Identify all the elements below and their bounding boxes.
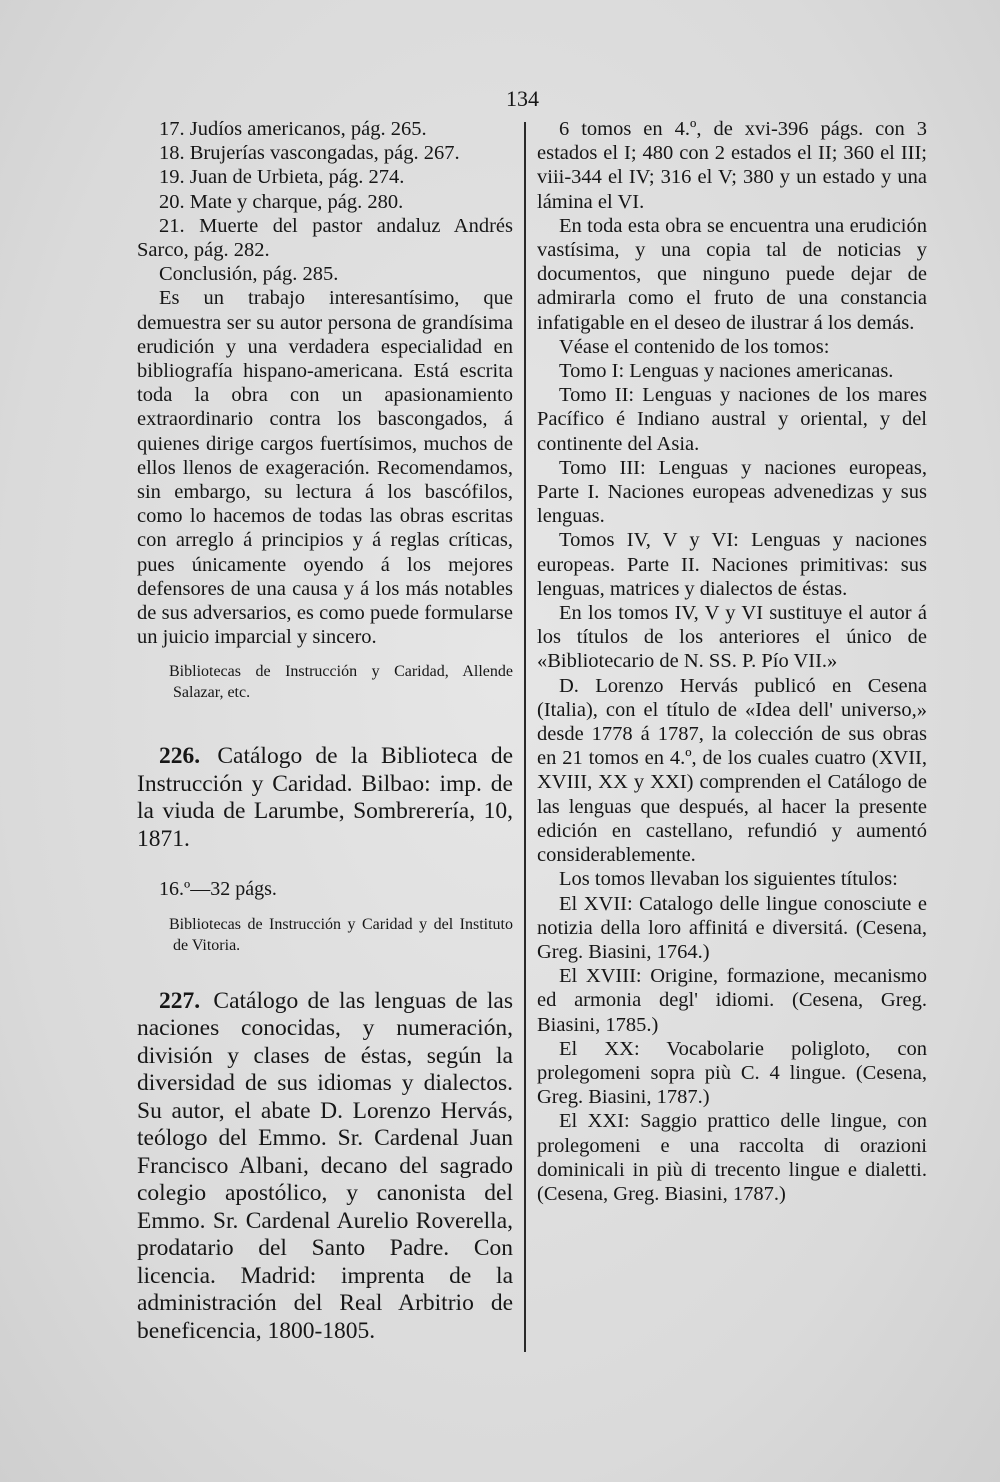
toc-item: Conclusión, pág. 285.: [159, 263, 339, 286]
entry-pages: 16.º—32 págs.: [159, 878, 277, 901]
toc-item: 21. Muerte del pastor andaluz Andrés Sarco, pág. 282.: [137, 214, 513, 262]
library-location: Bibliotecas de Instrucción y Caridad y del Instituto de Vitoria.: [169, 915, 513, 954]
paragraph: Tomos IV, V y VI: Lenguas y naciones europeas. Parte II. Naciones primitivas: sus lenguas, matrices y dialectos de éstas.: [537, 529, 927, 600]
paragraph: El XVII: Catalogo delle lingue conosciute e notizia della loro affinitá e diversitá. (Cesena, Greg. Biasini, 1764.): [537, 892, 927, 963]
paragraph: Véase el contenido de los tomos:: [559, 335, 830, 358]
paragraph: En los tomos IV, V y VI sustituye el autor á los títulos de los anteriores el único de «Bibliotecario de N. SS. P. Pío VII.»: [537, 602, 927, 673]
right-column: [537, 117, 927, 1206]
left-column: [137, 117, 513, 1345]
paragraph: Los tomos llevaban los siguientes títulos:: [559, 868, 898, 891]
toc-item: 20. Mate y charque, pág. 280.: [159, 190, 404, 213]
catalog-entry-226: [137, 743, 513, 853]
entry-number: 227.: [159, 987, 201, 1014]
paragraph: En toda esta obra se encuentra una erudición vastísima, y una copia tal de noticias y documentos, que ninguno puede dejar de admirarla como el fruto de una constancia infatigable en el deseo de ilustrar á los demás.: [537, 214, 927, 334]
column-divider: [524, 122, 526, 1352]
paragraph: El XVIII: Origine, formazione, mecanismo ed armonia degl' idiomi. (Cesena, Greg. Biasini, 1785.): [537, 965, 927, 1036]
paragraph: El XXI: Saggio prattico delle lingue, con prolegomeni e una raccolta di orazioni dominicali in più di trecento lingue e dialetti. (Cesena, Greg. Biasini, 1787.): [537, 1110, 927, 1205]
paragraph: Tomo II: Lenguas y naciones de los mares Pacífico é Indiano austral y oriental, y del continente del Asia.: [537, 384, 927, 455]
entry-title: Catálogo de la Biblioteca de Instrucción y Caridad. Bilbao: imp. de la viuda de Larumbe, Sombrerería, 10, 1871.: [137, 743, 514, 852]
entry-number: 226.: [159, 743, 201, 770]
toc-item: 18. Brujerías vascongadas, pág. 267.: [159, 142, 460, 165]
library-location: Bibliotecas de Instrucción y Caridad, Allende Salazar, etc.: [169, 663, 513, 702]
entry-title: Catálogo de las lenguas de las naciones conocidas, y numeración, división y clases de éstas, según la diversidad de sus idiomas y dialectos. Su autor, el abate D. Lorenzo Hervás, teólogo del Emmo. Sr. Cardenal Juan Francisco Albani, decano del sagrado colegio apostólico, y canonista del Emmo. Sr. Cardenal Aurelio Roverella, prodatario del Santo Padre. Con licencia. Madrid: imprenta de la administración del Real Arbitrio de beneficencia, 1800-1805.: [137, 987, 513, 1344]
toc-item: 17. Judíos americanos, pág. 265.: [159, 118, 427, 140]
paragraph: 6 tomos en 4.º, de xvi-396 págs. con 3 estados el I; 480 con 2 estados el II; 360 el III; viii-344 el IV; 316 el V; 380 y un estado y una lámina el VI.: [537, 118, 927, 213]
paragraph: D. Lorenzo Hervás publicó en Cesena (Italia), con el título de «Idea dell' universo,» desde 1778 á 1787, la colección de sus obras en 21 tomos en 4.º, de los cuales cuatro (XVII, XVIII, XX y XXI) comprenden el Catálogo de las lenguas que después, al hacer la presente edición en castellano, refundió y aumentó considerablemente.: [537, 674, 927, 867]
catalog-entry-227: [137, 988, 513, 1346]
review-paragraph: Es un trabajo interesantísimo, que demuestra ser su autor persona de grandísima erudición y una verdadera especialidad en bibliografía hispano-americana. Está escrita toda la obra con un apasionamiento extraordinario contra los bascongados, á quienes dirige cargos fuertísimos, muchos de ellos llenos de exageración. Recomendamos, sin embargo, su lectura á los bascófilos, como lo hacemos de todas las obras escritas con arreglo á principios y á reglas críticas, pues únicamente oyendo á los mejores defensores de una causa y á los más notables de sus adversarios, es como puede formularse un juicio imparcial y sincero.: [137, 287, 513, 649]
paragraph: El XX: Vocabolarie poligloto, con prolegomeni sopra più C. 4 lingue. (Cesena, Greg. Biasini, 1787.): [537, 1037, 927, 1109]
toc-item: 19. Juan de Urbieta, pág. 274.: [159, 166, 405, 189]
paragraph: Tomo III: Lenguas y naciones europeas, Parte I. Naciones europeas advenedizas y sus lenguas.: [537, 456, 927, 528]
table-of-contents: [137, 117, 513, 286]
page-number: 134: [506, 86, 539, 111]
paragraph: Tomo I: Lenguas y naciones americanas.: [559, 360, 894, 383]
